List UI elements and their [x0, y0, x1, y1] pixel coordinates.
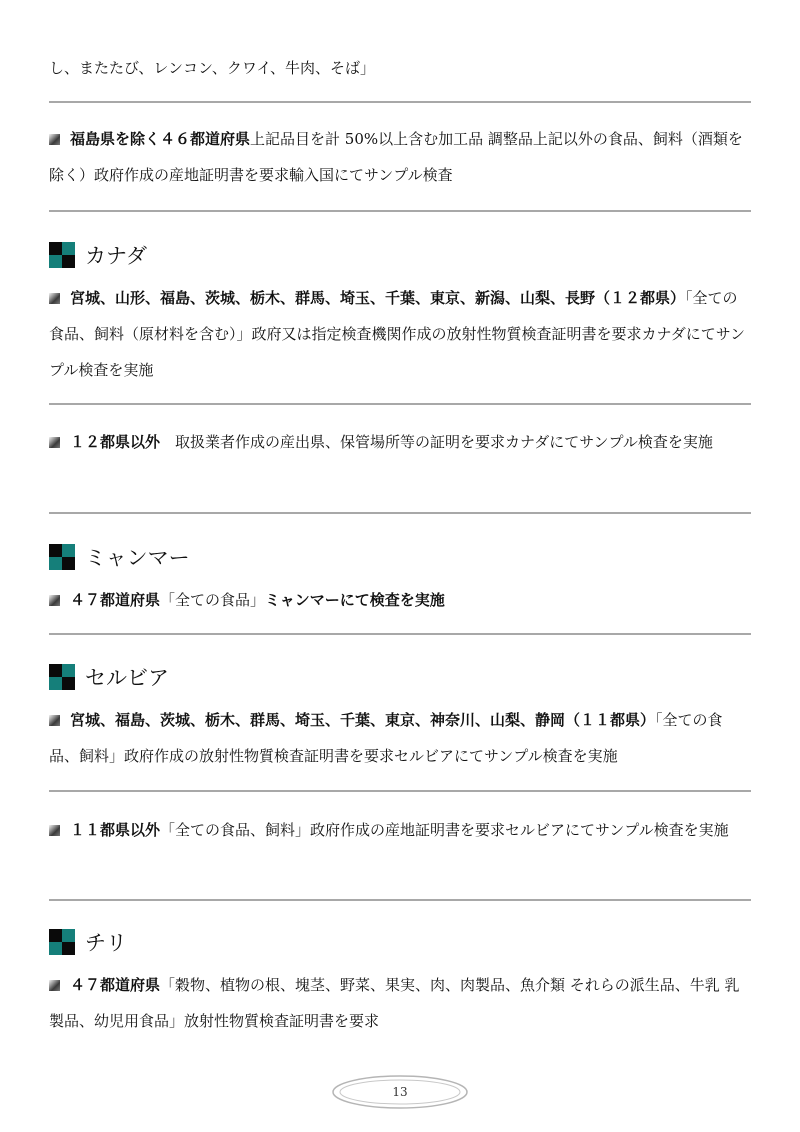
- bullet-icon: [49, 595, 60, 606]
- bullet-icon: [49, 825, 60, 836]
- paragraph-serbia-11-prefectures: [49, 702, 751, 774]
- paragraph-text: 「全ての食品、飼料」政府作成の放射性物質検査証明書を要求セルビアにてサンプル検査を実施: [49, 711, 723, 765]
- paragraph-text: 「全ての食品、飼料」政府作成の産地証明書を要求セルビアにてサンプル検査を実施: [160, 821, 729, 839]
- section-title: セルビア: [85, 666, 169, 690]
- section-square-icon: [49, 544, 75, 570]
- section-square-icon: [49, 242, 75, 268]
- page-number: 13: [392, 1085, 408, 1099]
- paragraph-text: 「穀物、植物の根、塊茎、野菜、果実、肉、肉製品、魚介類 それらの派生品、牛乳 乳製品、幼児用食品」放射性物質検査証明書を要求: [49, 976, 740, 1030]
- paragraph-bold-lead: １１都県以外: [70, 821, 161, 839]
- section-square-icon: [49, 664, 75, 690]
- divider: [49, 101, 751, 103]
- section-heading-canada: [49, 240, 147, 270]
- paragraph-text: 「全ての食品、飼料（原材料を含む）」政府又は指定検査機関作成の放射性物質検査証明書を要求カナダにてサンプル検査を実施: [49, 289, 746, 379]
- bullet-icon: [49, 437, 60, 448]
- divider: [49, 899, 751, 901]
- page-number-badge: [331, 1074, 469, 1110]
- paragraph-bold-lead: ４７都道府県: [70, 976, 161, 994]
- paragraph-serbia-others: [49, 812, 751, 848]
- divider: [49, 210, 751, 212]
- paragraph-bold-lead: 宮城、福島、茨城、栃木、群馬、埼玉、千葉、東京、神奈川、山梨、静岡（１１都県）: [70, 711, 656, 729]
- paragraph-excluding-fukushima: [49, 121, 751, 193]
- section-heading-chile: [49, 927, 127, 957]
- paragraph-myanmar: [49, 582, 751, 618]
- paragraph-text: 「全ての食品」: [160, 591, 266, 609]
- paragraph-canada-others: [49, 424, 751, 460]
- bullet-icon: [49, 715, 60, 726]
- divider: [49, 512, 751, 514]
- paragraph-bold-lead: ４７都道府県: [70, 591, 161, 609]
- paragraph-bold-tail: ミャンマーにて検査を実施: [265, 591, 445, 609]
- paragraph-text: し、またたび、レンコン、クワイ、牛肉、そば」: [49, 59, 376, 77]
- paragraph-canada-12-prefectures: [49, 280, 751, 388]
- section-heading-serbia: [49, 662, 169, 692]
- section-title: ミャンマー: [85, 546, 190, 570]
- divider: [49, 633, 751, 635]
- paragraph-text: 取扱業者作成の産出県、保管場所等の証明を要求カナダにてサンプル検査を実施: [160, 433, 713, 451]
- section-heading-myanmar: [49, 542, 190, 572]
- paragraph-text: 上記品目を計 50%以上含む加工品 調整品上記以外の食品、飼料（酒類を除く）政府作成の産地証明書を要求輸入国にてサンプル検査: [49, 130, 743, 184]
- paragraph-chile: [49, 967, 751, 1039]
- bullet-icon: [49, 980, 60, 991]
- section-title: チリ: [85, 931, 127, 955]
- divider: [49, 790, 751, 792]
- paragraph-continued: [49, 50, 751, 86]
- divider: [49, 403, 751, 405]
- section-title: カナダ: [85, 244, 147, 268]
- paragraph-bold-lead: １２都県以外: [70, 433, 161, 451]
- bullet-icon: [49, 293, 60, 304]
- section-square-icon: [49, 929, 75, 955]
- paragraph-bold-lead: 福島県を除く４６都道府県: [70, 130, 251, 148]
- bullet-icon: [49, 134, 60, 145]
- paragraph-bold-lead: 宮城、山形、福島、茨城、栃木、群馬、埼玉、千葉、東京、新潟、山梨、長野（１２都県）: [70, 289, 686, 307]
